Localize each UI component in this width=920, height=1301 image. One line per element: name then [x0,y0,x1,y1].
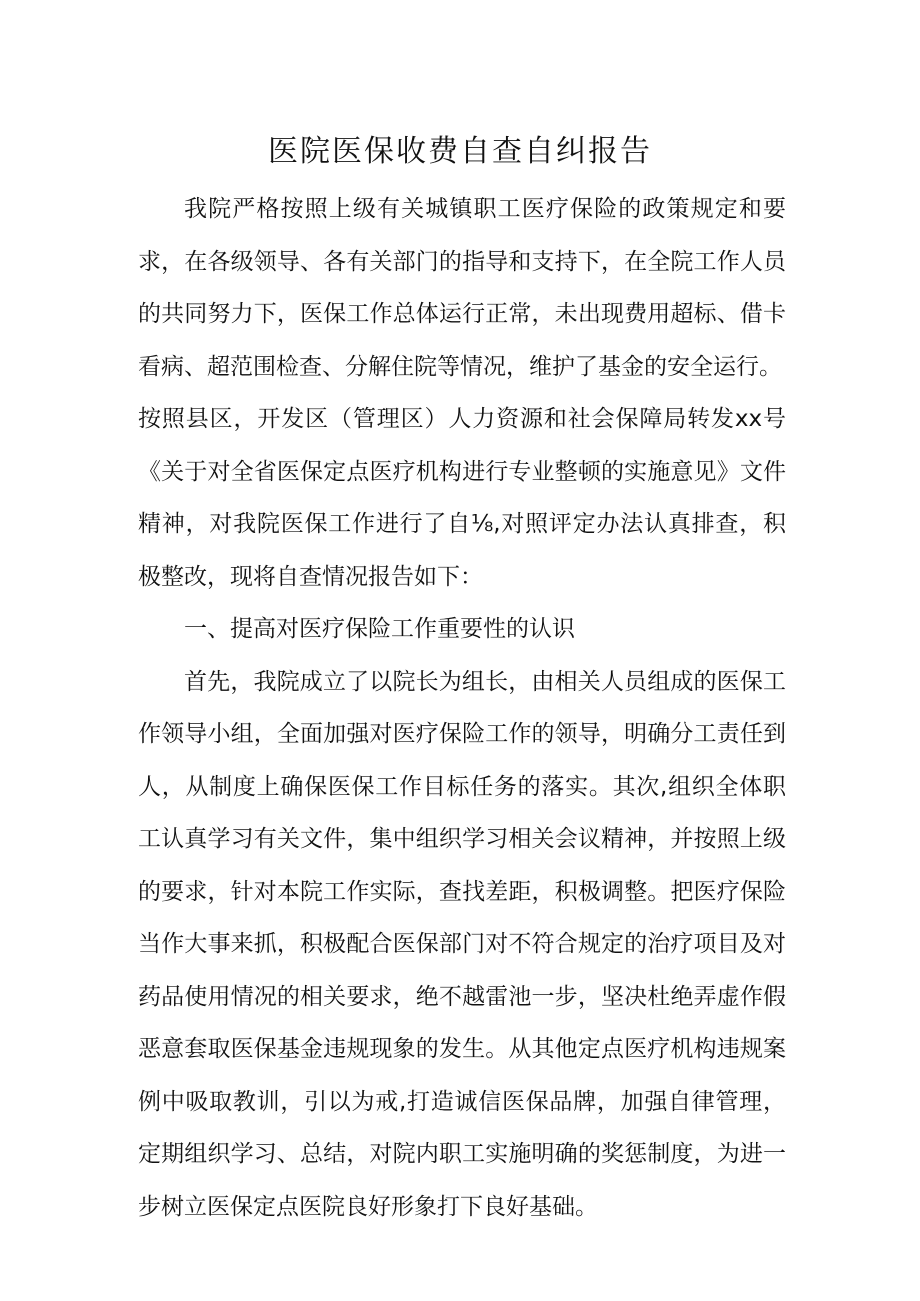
basis-paragraph: 按照县区，开发区（管理区）人力资源和社会保障局转发xx号《关于对全省医保定点医疗机构进行专业整顿的实施意见》文件精神，对我院医保工作进行了自⅛,对照评定办法认真排查，积极整改，现将自查情况报告如下： [138,406,786,590]
section-heading: 一、提高对医疗保险工作重要性的认识 [184,616,575,642]
intro-paragraph: 我院严格按照上级有关城镇职工医疗保险的政策规定和要求，在各级领导、各有关部门的指导和支持下，在全院工作人员的共同努力下，医保工作总体运行正常，未出现费用超标、借卡看病、超范围检查、分解住院等情况，维护了基金的安全运行。 [138,196,786,380]
document-body [138,183,786,1233]
document-title: 医院医保收费自查自纠报告 [268,134,652,169]
section-paragraph: 首先，我院成立了以院长为组长，由相关人员组成的医保工作领导小组，全面加强对医疗保险工作的领导，明确分工责任到人，从制度上确保医保工作目标任务的落实。其次,组织全体职工认真学习有关文件，集中组织学习相关会议精神，并按照上级的要求，针对本院工作实际，查找差距，积极调整。把医疗保险当作大事来抓，积极配合医保部门对不符合规定的治疗项目及对药品使用情况的相关要求，绝不越雷池一步，坚决杜绝弄虚作假恶意套取医保基金违规现象的发生。从其他定点医疗机构违规案例中吸取教训，引以为戒,打造诚信医保品牌，加强自律管理，定期组织学习、总结，对院内职工实施明确的奖惩制度，为进一步树立医保定点医院良好形象打下良好基础。 [138,668,786,1220]
